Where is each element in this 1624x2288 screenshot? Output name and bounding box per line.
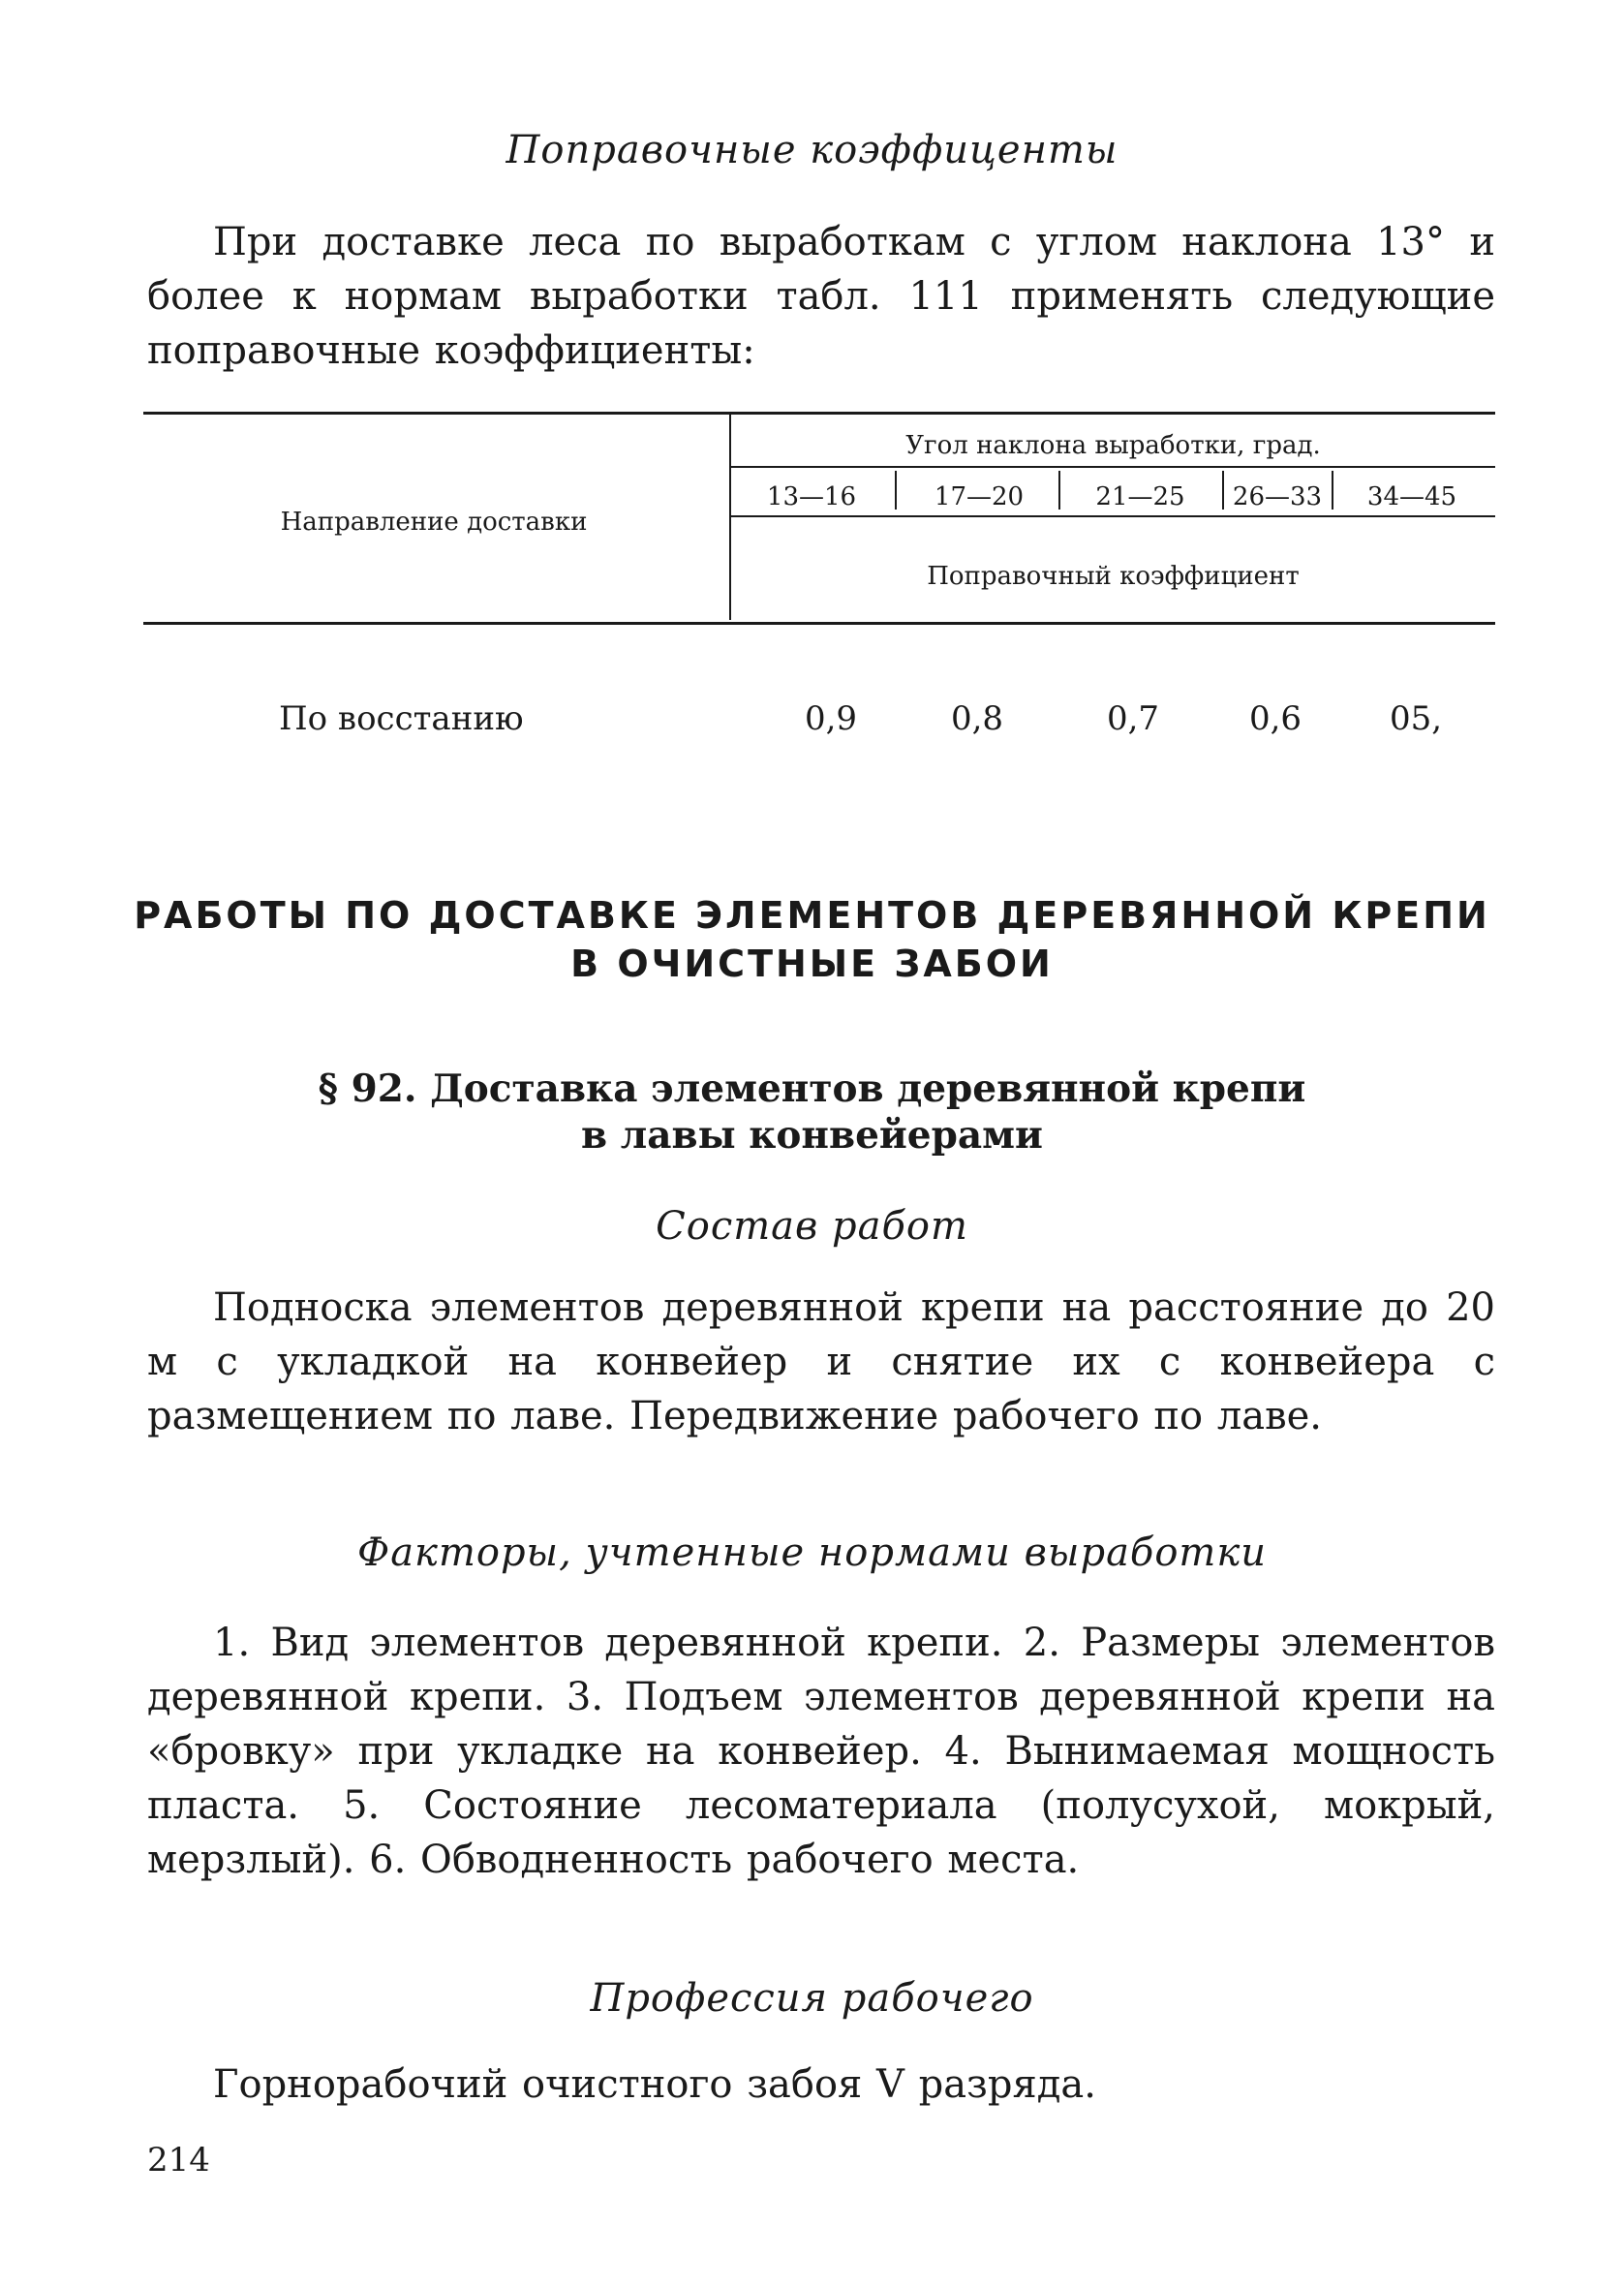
angle-header-rule (731, 466, 1495, 468)
row-value: 0,6 (1248, 699, 1302, 738)
section-title-line1: РАБОТЫ ПО ДОСТАВКЕ ЭЛЕМЕНТОВ ДЕРЕВЯННОЙ КРЕПИ (134, 894, 1490, 937)
work-composition-heading: Состав работ (656, 1204, 968, 1249)
work-composition-text: Подноска элементов деревянной крепи на расстояние до 20 м с укладкой на конвейер и снятие их с конвейера с размещением по лаве. Передвижение рабочего по лаве. (147, 1285, 1495, 1438)
row-value: 0,9 (804, 699, 858, 738)
paragraph-title-line1: § 92. Доставка элементов деревянной крепи (318, 1067, 1306, 1111)
angle-header: Угол наклона выработки, град. (905, 431, 1321, 460)
profession-heading: Профессия рабочего (590, 1976, 1034, 2021)
row-value: 0,7 (1106, 699, 1160, 738)
range-rule (731, 515, 1495, 517)
factors-heading: Факторы, учтенные нормами выработки (357, 1530, 1267, 1575)
angle-range: 26—33 (1232, 482, 1323, 511)
angle-range: 17—20 (934, 482, 1025, 511)
correction-heading: Поправочные коэффиценты (506, 128, 1118, 172)
row-value: 0,8 (950, 699, 1004, 738)
angle-range: 21—25 (1095, 482, 1185, 511)
angle-range: 34—45 (1366, 482, 1457, 511)
direction-header: Направление доставки (280, 508, 588, 537)
correction-paragraph: При доставке леса по выработкам с углом наклона 13° и более к нормам выработки табл. 111 применять следующие поправочные коэффициенты: (147, 220, 1495, 373)
paragraph-title-line2: в лавы конвейерами (581, 1113, 1043, 1158)
section-title-line2: В ОЧИСТНЫЕ ЗАБОИ (570, 943, 1054, 985)
factors-text: 1. Вид элементов деревянной крепи. 2. Размеры элементов деревянной крепи. 3. Подъем элементов деревянной крепи на «бровку» при укладке на конвейер. 4. Вынимаемая мощность пласта. 5. Состояние лесоматериала (полусухой, мокрый, мерзлый). 6. Обводненность рабочего места. (147, 1621, 1495, 1882)
table-top-rule (143, 412, 1495, 415)
row-value: 05, (1389, 699, 1443, 738)
profession-text: Горнорабочий очистного забоя V разряда. (213, 2062, 1096, 2107)
row-label: По восстанию (279, 699, 524, 738)
table-header-bottom-rule (143, 622, 1495, 625)
coefficient-header: Поправочный коэффициент (927, 562, 1300, 591)
page-number: 214 (147, 2141, 210, 2180)
angle-range: 13—16 (766, 482, 857, 511)
